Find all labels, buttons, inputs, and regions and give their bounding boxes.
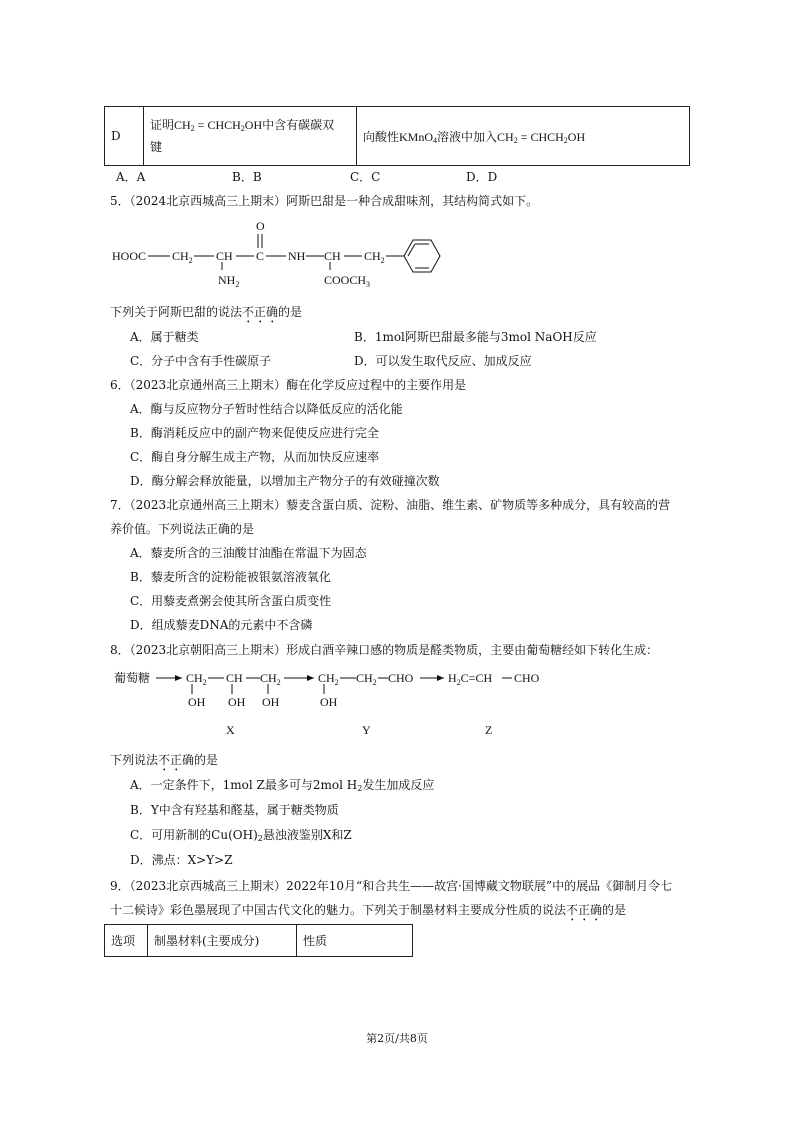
svg-text:H2C=CH: $H_2C=CH$ [448, 671, 493, 687]
q9-header-material: 制墨材料(主要成分) [148, 925, 297, 957]
scheme-glucose: 葡萄糖 [114, 671, 151, 685]
svg-text:CHO: CHO [514, 671, 540, 685]
struct-hooc: HOOC [112, 249, 147, 263]
struct-c: C [256, 249, 265, 263]
q8-option-b[interactable]: B．Y中含有羟基和醛基，属于糖类物质 [130, 803, 339, 817]
label-z: Z [485, 723, 493, 737]
svg-text:CH2: $CH_2$ [260, 671, 281, 687]
label-x: X [226, 723, 235, 737]
q7-stem-line2: 养价值。下列说法正确的是 [110, 522, 255, 536]
q8-stem: 8．（2023北京朝阳高三上期末）形成白酒辛辣口感的物质是醛类物质，主要由葡萄糖经如下转化生成： [110, 643, 659, 657]
struct-ch2a: $CH_2$ [172, 249, 193, 265]
struct-nh2: $NH_2$ [218, 273, 240, 289]
page-footer: 第2页/共8页 [366, 1032, 428, 1045]
q4-option-d[interactable]: D．D [466, 170, 498, 184]
aspartame-structure [110, 218, 450, 290]
svg-text:OH: OH [262, 695, 280, 709]
q8-option-a[interactable]: A．一定条件下，1mol Z最多可与2mol $H_2$发生加成反应 [130, 778, 435, 793]
q9-header-property: 性质 [297, 925, 413, 957]
struct-ch2b: $CH_2$ [364, 249, 385, 265]
q4-option-b[interactable]: B．B [232, 170, 262, 184]
q7-option-d[interactable]: D．组成藜麦DNA的元素中不含磷 [130, 618, 313, 632]
q6-stem: 6．（2023北京通州高三上期末）酶在化学反应过程中的主要作用是 [110, 378, 467, 392]
q9-table [104, 924, 413, 957]
q5-option-b[interactable]: B．1mol阿斯巴甜最多能与3mol NaOH反应 [354, 330, 597, 344]
q8-option-c[interactable]: C．可用新制的$Cu(OH)_2$悬浊液鉴别X和Z [130, 828, 352, 843]
q5-option-d[interactable]: D．可以发生取代反应、加成反应 [354, 354, 532, 368]
benzene-ring-icon [404, 240, 440, 272]
svg-text:OH: OH [320, 695, 338, 709]
q6-option-a[interactable]: A．酶与反应物分子暂时性结合以降低反应的活化能 [130, 402, 403, 416]
q6-option-d[interactable]: D．酶分解会释放能量，以增加主产物分子的有效碰撞次数 [130, 474, 440, 488]
glucose-conversion-scheme [110, 664, 560, 742]
svg-text:CHO: CHO [388, 671, 414, 685]
svg-text:CH2: $CH_2$ [356, 671, 377, 687]
svg-text:OH: OH [188, 695, 206, 709]
q5-option-c[interactable]: C．分子中含有手性碳原子 [130, 354, 272, 368]
q5-question: 下列关于阿斯巴甜的说法不正确的是 [110, 305, 303, 319]
row-label: D [105, 107, 144, 166]
struct-cooch3: $COOCH_3$ [324, 273, 371, 289]
top-answer-table [104, 106, 690, 166]
q7-stem-line1: 7．（2023北京通州高三上期末）藜麦含蛋白质、淀粉、油脂、维生素、矿物质等多种成分，具有较高的营 [110, 498, 671, 512]
svg-text:CH2: $CH_2$ [186, 671, 207, 687]
q4-option-c[interactable]: C．C [350, 170, 381, 184]
q4-option-a[interactable]: A．A [116, 170, 146, 184]
struct-nh: NH [288, 249, 306, 263]
q8-option-d[interactable]: D．沸点：X>Y>Z [130, 853, 233, 867]
q5-option-a[interactable]: A．属于糖类 [130, 330, 199, 344]
q6-option-b[interactable]: B．酶消耗反应中的副产物来促使反应进行完全 [130, 426, 379, 440]
method-cell: 向酸性KMnO$_4$溶液中加入$CH_2$ = $CHCH_2OH$ [357, 107, 690, 166]
q7-option-b[interactable]: B．藜麦所含的淀粉能被银氨溶液氧化 [130, 570, 331, 584]
svg-text:CH: CH [226, 671, 243, 685]
q9-stem-line1: 9．（2023北京西城高三上期末）2022年10月“和合共生——故宫·国博藏文物联展”中的展品《御制月令七 [110, 879, 673, 893]
q5-stem: 5．（2024北京西城高三上期末）阿斯巴甜是一种合成甜味剂，其结构简式如下。 [110, 194, 539, 208]
label-y: Y [362, 723, 371, 737]
q7-option-c[interactable]: C．用藜麦煮粥会使其所含蛋白质变性 [130, 594, 332, 608]
q9-stem-line2: 十二候诗》彩色墨展现了中国古代文化的魅力。下列关于制墨材料主要成分性质的说法不正确的是 [110, 903, 627, 917]
purpose-cell: 证明$CH_2$ = $CHCH_2OH$中含有碳碳双 键 [144, 107, 357, 166]
q6-option-c[interactable]: C．酶自身分解生成主产物，从而加快反应速率 [130, 450, 380, 464]
q9-header-option: 选项 [105, 925, 148, 957]
struct-ch-b: CH [324, 249, 341, 263]
struct-ch-a: CH [216, 249, 233, 263]
svg-text:CH2: $CH_2$ [318, 671, 339, 687]
struct-o: O [256, 219, 265, 233]
svg-text:OH: OH [228, 695, 246, 709]
q8-question: 下列说法不正确的是 [110, 753, 219, 767]
q7-option-a[interactable]: A．藜麦所含的三油酸甘油酯在常温下为固态 [130, 546, 367, 560]
